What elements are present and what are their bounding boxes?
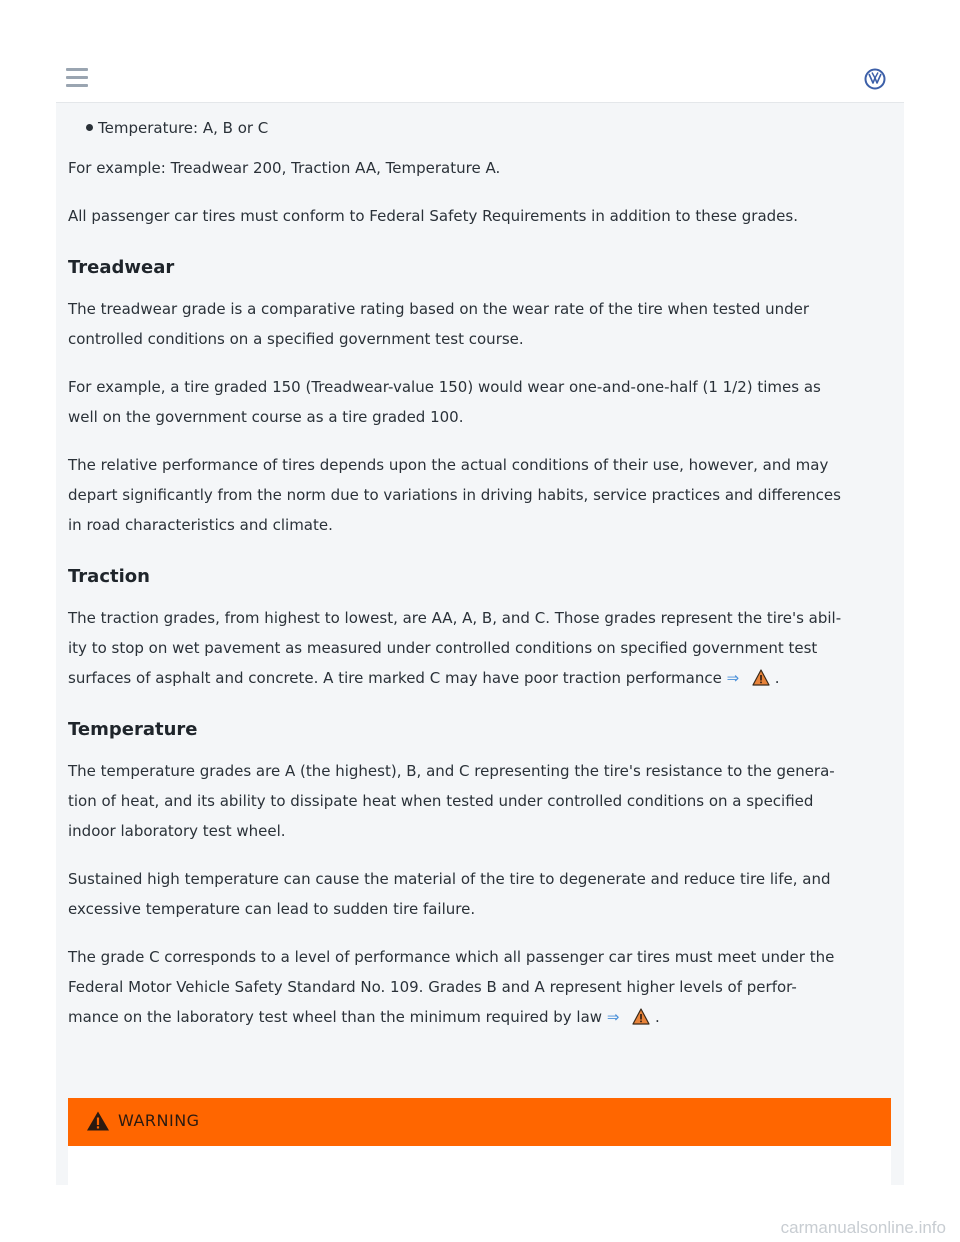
treadwear-paragraph-1: The treadwear grade is a comparative rating based on the wear rate of the tire when tested under controlled conditions on a specified government test course. <box>68 300 810 348</box>
warning-triangle-icon[interactable] <box>632 1008 650 1025</box>
document-content <box>56 103 904 1185</box>
temperature-paragraph-1: The temperature grades are A (the highest), B, and C representing the tire's resistance to the genera- tion of heat, and its ability to dissipate heat when tested under controlled conditions on a specified indoor laboratory test wheel. <box>68 762 835 840</box>
temperature-heading: Temperature <box>68 719 198 740</box>
warning-triangle-icon[interactable] <box>752 669 770 686</box>
federal-text: All passenger car tires must conform to Federal Safety Requirements in addition to these grades. <box>68 207 798 225</box>
traction-paragraph: The traction grades, from highest to lowest, are AA, A, B, and C. Those grades represent the tire's abil- ity to stop on wet pavement as measured under controlled conditions on specified government test surfaces of asphalt and concrete. A tire marked C may have poor traction performance ⇒ . <box>68 609 842 687</box>
warning-banner <box>68 1098 891 1146</box>
top-bar <box>56 56 904 103</box>
example-text: For example: Treadwear 200, Traction AA, Temperature A. <box>68 159 501 177</box>
hamburger-menu-icon[interactable] <box>66 68 88 88</box>
treadwear-paragraph-2: For example, a tire graded 150 (Treadwear-value 150) would wear one-and-one-half (1 1/2) times as well on the government course as a tire graded 100. <box>68 378 821 426</box>
temperature-paragraph-2: Sustained high temperature can cause the material of the tire to degenerate and reduce tire life, and excessive temperature can lead to sudden tire failure. <box>68 870 831 918</box>
warning-triangle-icon <box>86 1110 110 1132</box>
treadwear-heading: Treadwear <box>68 257 175 278</box>
list-item-temperature: Temperature: A, B or C <box>68 113 892 143</box>
watermark: carmanualsonline.info <box>780 1218 946 1237</box>
vw-logo-icon[interactable] <box>864 68 886 90</box>
treadwear-paragraph-3: The relative performance of tires depends upon the actual conditions of their use, however, and may depart significantly from the norm due to variations in driving habits, service practices and differences in road characteristics and climate. <box>68 456 841 534</box>
warning-body <box>68 1146 891 1185</box>
warning-link-arrow[interactable]: ⇒ <box>726 669 740 687</box>
warning-link-arrow[interactable]: ⇒ <box>606 1008 620 1026</box>
temperature-paragraph-3: The grade C corresponds to a level of performance which all passenger car tires must meet under the Federal Motor Vehicle Safety Standard No. 109. Grades B and A represent higher levels of perfor- mance on the laboratory test wheel than the minimum required by law ⇒ . <box>68 948 835 1026</box>
warning-label: WARNING <box>118 1111 200 1130</box>
traction-heading: Traction <box>68 566 150 587</box>
